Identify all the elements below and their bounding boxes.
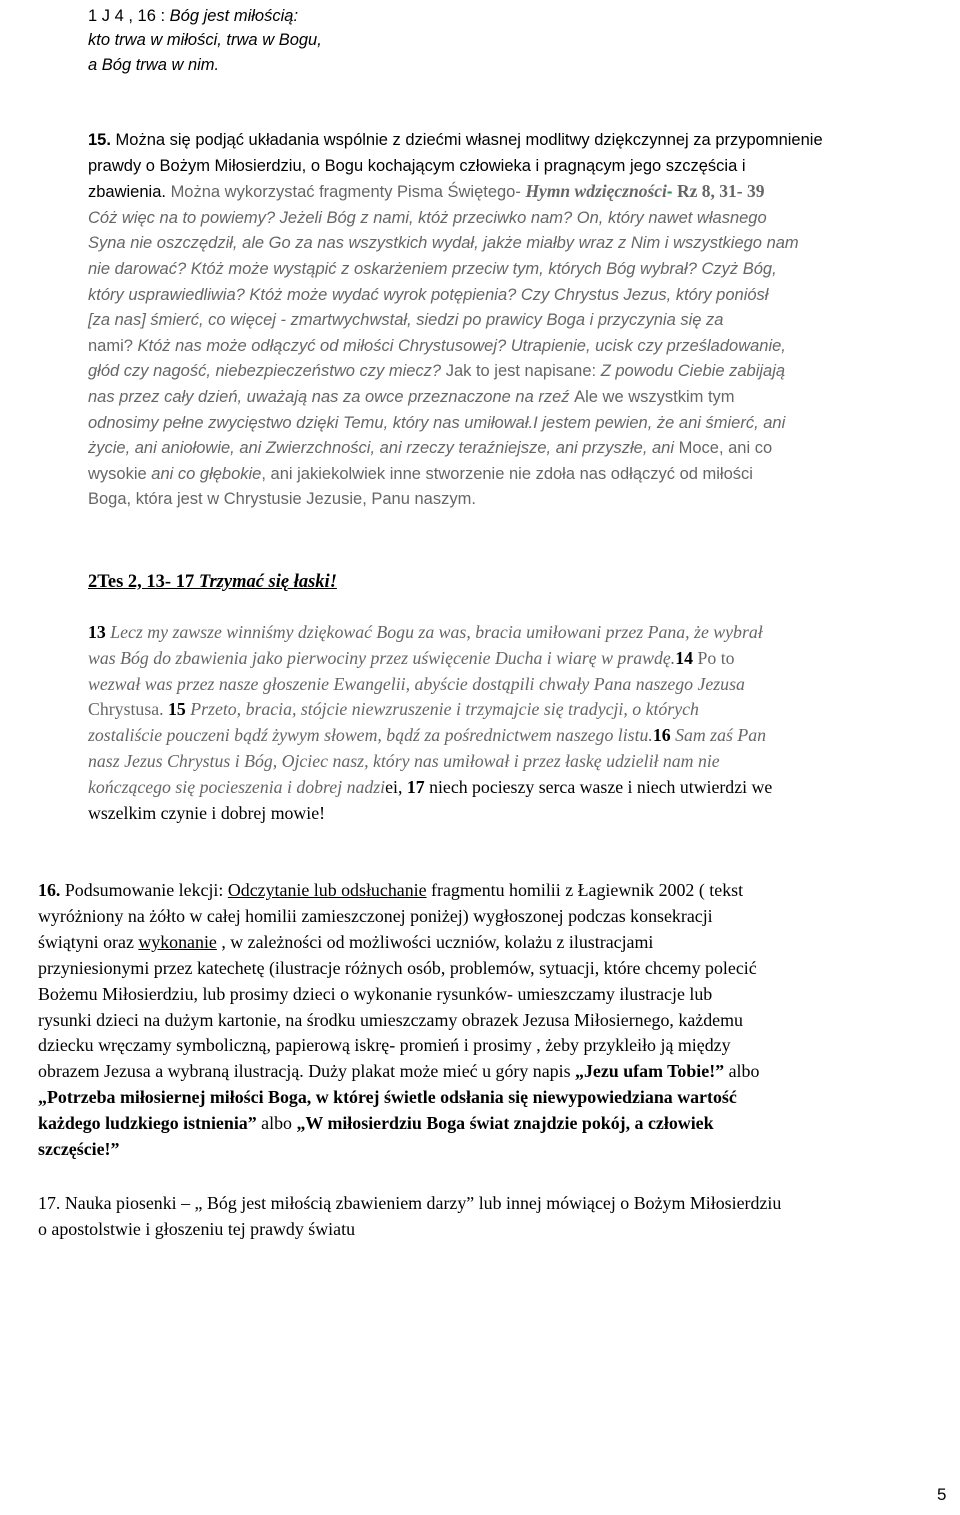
section-16-line: Bożemu Miłosierdziu, lub prosimy dzieci o wykonanie rysunków- umieszczamy ilustracje lub	[38, 983, 713, 1004]
tes-line: Chrystusa. 15 Przeto, bracia, stójcie niewzruszenie i trzymajcie się tradycji, o których	[88, 699, 699, 720]
section-15-line: Syna nie oszczędził, ale Go za nas wszystkich wydał, jakże miałby wraz z Nim i wszystkiego nam	[88, 234, 799, 253]
section-15-line: który usprawiedliwia? Któż może wydać wyrok potępienia? Czy Chrystus Jezus, który poniósł	[88, 285, 769, 304]
tes-line: kończącego się pocieszenia i dobrej nadziei, 17 niech pocieszy serca wasze i niech utwierdzi we	[88, 776, 773, 797]
section-16-line: 16. Podsumowanie lekcji: Odczytanie lub odsłuchanie fragmentu homilii z Łagiewnik 2002 ( tekst	[38, 880, 744, 900]
section-16-line: świątyni oraz wykonanie , w zależności od możliwości uczniów, kolażu z ilustracjami	[38, 931, 654, 952]
section-15-line: zbawienia. Można wykorzystać fragmenty Pisma Świętego- Hymn wdzięczności- Rz 8, 31- 39	[88, 181, 765, 202]
header-line-2: kto trwa w miłości, trwa w Bogu,	[88, 31, 322, 50]
section-16-line: przyniesionymi przez katechetę (ilustracje różnych osób, problemów, sytuacji, które chcemy polecić	[38, 957, 757, 978]
header-line-1: 1 J 4 , 16 : Bóg jest miłością:	[88, 7, 299, 25]
tes-line: 13 Lecz my zawsze winniśmy dziękować Bogu za was, bracia umiłowani przez Pana, że wybrał	[88, 622, 763, 642]
section-15-line: 15. Można się podjąć układania wspólnie z dziećmi własnej modlitwy dziękczynnej za przypomnienie	[88, 131, 823, 149]
tes-line: nasz Jezus Chrystus i Bóg, Ojciec nasz, który nas umiłował i przez łaskę udzielił nam nie	[88, 750, 720, 771]
section-16-number: 16.	[38, 880, 61, 900]
section-15-line: Boga, która jest w Chrystusie Jezusie, Panu naszym.	[88, 490, 476, 509]
section-17-number: 17.	[38, 1193, 61, 1213]
tes-line: wszelkim czynie i dobrej mowie!	[88, 802, 326, 823]
section-15-line: [za nas] śmierć, co więcej - zmartwychwstał, siedzi po prawicy Boga i przyczynia się za	[88, 311, 724, 330]
section-16	[38, 878, 759, 1163]
section-15-line: nie darować? Któż może wystąpić z oskarżeniem przeciw tym, których Bóg wybrał? Czyż Bóg,	[88, 259, 777, 278]
section-17	[38, 1191, 781, 1243]
section-15-line: nami? Któż nas może odłączyć od miłości Chrystusowej? Utrapienie, ucisk czy prześladowanie,	[88, 336, 786, 355]
section-16-line: szczęście!”	[38, 1139, 120, 1160]
section-16-line: dziecku wręczamy symboliczną, papierową iskrę- promień i prosimy , żeby przykleiło ją między	[38, 1035, 731, 1056]
section-15-number: 15.	[88, 131, 111, 149]
tes-heading: 2Tes 2, 13- 17 Trzymać się łaski!	[88, 572, 337, 592]
section-16-line: rysunki dzieci na dużym kartonie, na środku umieszczamy obrazek Jezusa Miłosiernego, każdemu	[38, 1009, 743, 1030]
section-16-line: każdego ludzkiego istnienia” albo „W miłosierdziu Boga świat znajdzie pokój, a człowiek	[38, 1113, 714, 1134]
tes-line: wezwał was przez nasze głoszenie Ewangelii, abyście dostąpili chwały Pana naszego Jezusa	[88, 673, 745, 694]
section-16-line: „Potrzeba miłosiernej miłości Boga, w której świetle odsłania się niewypowiedziana wartość	[38, 1087, 737, 1108]
header-line-3: a Bóg trwa w nim.	[88, 55, 220, 74]
section-17-line: o apostolstwie i głoszeniu tej prawdy światu	[38, 1218, 356, 1239]
section-15-line: życie, ani aniołowie, ani Zwierzchności, ani rzeczy teraźniejsze, ani przyszłe, ani Moce, ani co	[88, 439, 773, 458]
tes-passage	[88, 620, 772, 826]
section-15-line: prawdy o Bożym Miłosierdziu, o Bogu kochającym człowieka i pragnącym jego szczęścia i	[88, 156, 746, 175]
section-16-line: wyróżniony na żółto w całej homilii zamieszczonej poniżej) wygłoszonej podczas konsekracji	[38, 905, 713, 926]
section-15-line: głód czy nagość, niebezpieczeństwo czy miecz? Jak to jest napisane: Z powodu Ciebie zabijają	[88, 362, 786, 381]
section-15	[88, 128, 823, 513]
section-15-line: wysokie ani co głębokie, ani jakiekolwiek inne stworzenie nie zdoła nas odłączyć od miłości	[88, 464, 753, 483]
page-number: 5	[937, 1485, 947, 1504]
tes-line: was Bóg do zbawienia jako pierwociny przez uświęcenie Ducha i wiarę w prawdę.14 Po to	[88, 647, 735, 668]
header-verse	[88, 4, 322, 77]
tes-line: zostaliście pouczeni bądź żywym słowem, bądź za pośrednictwem naszego listu.16 Sam zaś Pan	[88, 725, 766, 746]
section-17-line: 17. Nauka piosenki – „ Bóg jest miłością zbawieniem darzy” lub innej mówiącej o Bożym Miłosierdziu	[38, 1193, 782, 1213]
section-15-line: Cóż więc na to powiemy? Jeżeli Bóg z nami, któż przeciwko nam? On, który nawet własnego	[88, 208, 767, 227]
section-15-line: nas przez cały dzień, uważają nas za owce przeznaczone na rzeź Ale we wszystkim tym	[88, 387, 735, 406]
section-15-line: odnosimy pełne zwycięstwo dzięki Temu, który nas umiłował.I jestem pewien, że ani śmierć, ani	[88, 413, 786, 432]
section-16-line: obrazem Jezusa a wybraną ilustracją. Duży plakat może mieć u góry napis „Jezu ufam Tobie!” albo	[38, 1061, 760, 1082]
